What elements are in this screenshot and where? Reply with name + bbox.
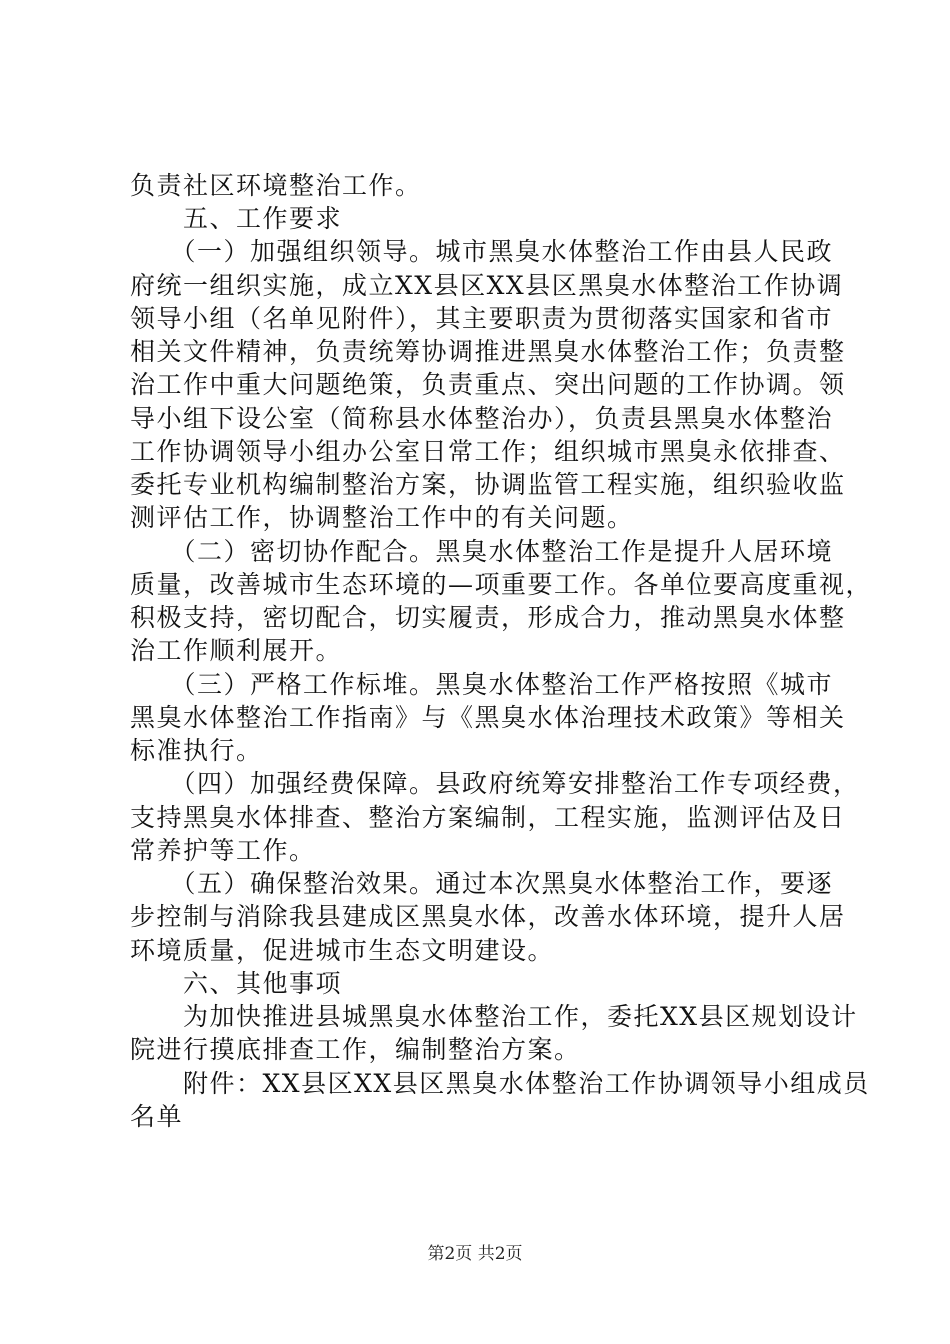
text-line: 附件：XX县区XX县区黑臭水体整治工作协调领导小组成员 — [130, 1069, 870, 1098]
text-line: 环境质量，促进城市生态文明建设。 — [130, 936, 555, 965]
section-heading: 六、其他事项 — [130, 969, 343, 998]
text-line: 领导小组（名单见附件），其主要职责为贯彻落实国家和省市 — [130, 304, 834, 333]
text-line: 相关文件精神，负责统筹协调推进黑臭水体整治工作；负责整 — [130, 337, 846, 366]
text-line: 步控制与消除我县建成区黑臭水体，改善水体环境，提升人居 — [130, 902, 846, 931]
text-line: 质量，改善城市生态环境的—项重要工作。各单位要高度重视， — [130, 570, 873, 599]
text-line: 积极支持，密切配合，切实履责，形成合力，推动黑臭水体整 — [130, 603, 846, 632]
text-line: 治工作中重大问题绝策，负责重点、突出问题的工作协调。领 — [130, 370, 846, 399]
text-line: 名单 — [130, 1102, 184, 1131]
text-line: 为加快推进县城黑臭水体整治工作，委托XX县区规划设计 — [130, 1002, 858, 1031]
text-line: 常养护等工作。 — [130, 836, 316, 865]
page-footer: 第2页 共2页 — [427, 1244, 523, 1264]
text-line: （一）加强组织领导。城市黑臭水体整治工作由县人民政 — [130, 237, 834, 266]
text-line: （二）密切协作配合。黑臭水体整治工作是提升人居环境 — [130, 537, 834, 566]
text-line: 支持黑臭水体排查、整治方案编制，工程实施，监测评估及日 — [130, 803, 846, 832]
text-line: 委托专业机构编制整治方案，协调监管工程实施，组织验收监 — [130, 470, 846, 499]
section-heading: 五、工作要求 — [130, 204, 343, 233]
text-line: （四）加强经费保障。县政府统筹安排整治工作专项经费， — [130, 769, 860, 798]
text-line: 治工作顺利展开。 — [130, 636, 343, 665]
text-line: 负责社区环境整治工作。 — [130, 171, 422, 200]
text-line: 标准执行。 — [130, 736, 263, 765]
text-line: 工作协调领导小组办公室日常工作；组织城市黑臭永依排查、 — [130, 437, 846, 466]
text-line: 院进行摸底排查工作，编制整治方案。 — [130, 1035, 581, 1064]
text-line: 导小组下设公室（简称县水体整治办），负责县黑臭水体整治 — [130, 404, 834, 433]
text-line: 黑臭水体整治工作指南》与《黑臭水体治理技术政策》等相关 — [130, 703, 846, 732]
text-line: （五）确保整治效果。通过本次黑臭水体整治工作，要逐 — [130, 869, 834, 898]
text-line: 府统一组织实施，成立XX县区XX县区黑臭水体整治工作协调 — [130, 271, 844, 300]
text-line: 测评估工作，协调整治工作中的有关问题。 — [130, 503, 634, 532]
text-line: （三）严格工作标堆。黑臭水体整治工作严格按照《城市 — [130, 670, 834, 699]
